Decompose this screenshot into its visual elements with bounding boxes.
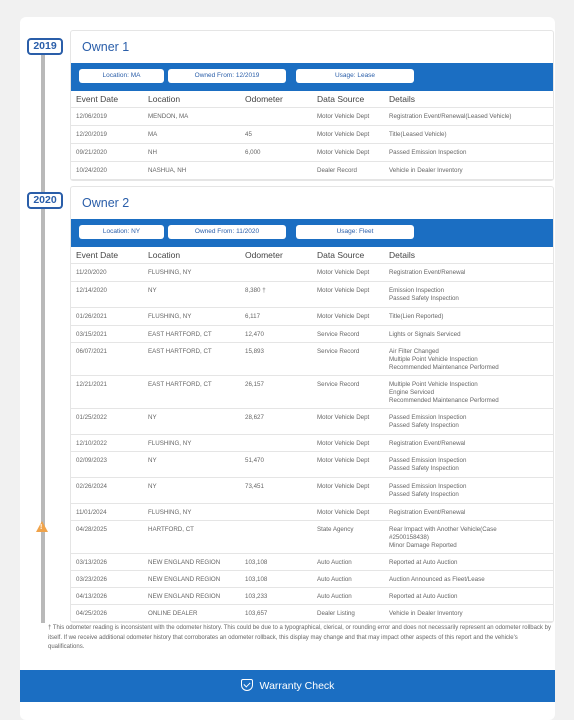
location-cell: FLUSHING, NY — [148, 313, 192, 320]
data-source-cell: Dealer Listing — [317, 610, 355, 617]
table-row — [71, 521, 553, 554]
table-row — [71, 264, 553, 282]
data-source-cell: Motor Vehicle Dept — [317, 131, 370, 138]
table-row — [71, 126, 553, 144]
event-date-cell: 12/14/2020 — [76, 287, 107, 294]
odometer-cell: 73,451 — [245, 483, 264, 490]
year-badge-2019: 2019 — [27, 38, 63, 55]
table-row — [71, 435, 553, 452]
odometer-cell: 12,470 — [245, 331, 264, 338]
table-row — [71, 308, 553, 326]
odometer-cell: 28,627 — [245, 414, 264, 421]
data-source-cell: Motor Vehicle Dept — [317, 414, 370, 421]
table-row — [71, 144, 553, 162]
owner-1-location: Location: MA — [79, 69, 164, 83]
event-date-cell: 12/21/2021 — [76, 381, 107, 388]
location-cell: NH — [148, 149, 157, 156]
event-date-cell: 03/13/2026 — [76, 559, 107, 566]
location-cell: EAST HARTFORD, CT — [148, 381, 212, 388]
col-odometer: Odometer — [245, 94, 283, 104]
location-cell: NY — [148, 457, 157, 464]
location-cell: NEW ENGLAND REGION — [148, 593, 221, 600]
event-date-cell: 04/28/2025 — [76, 526, 107, 533]
event-date-cell: 11/01/2024 — [76, 509, 107, 516]
odometer-cell: 8,380 † — [245, 287, 266, 294]
location-cell: FLUSHING, NY — [148, 440, 192, 447]
details-cell: Title(Lien Reported) — [389, 313, 444, 320]
table-row — [71, 588, 553, 605]
owner-1-rows — [71, 108, 553, 180]
owner-1-usage: Usage: Lease — [296, 69, 414, 83]
location-cell: NY — [148, 287, 157, 294]
odometer-cell: 6,000 — [245, 149, 261, 156]
details-cell: Multiple Point Vehicle Inspection Engine Serviced Recommended Maintenance Performed — [389, 381, 499, 404]
location-cell: ONLINE DEALER — [148, 610, 198, 617]
location-cell: EAST HARTFORD, CT — [148, 348, 212, 355]
event-date-cell: 11/20/2020 — [76, 269, 107, 276]
location-cell: FLUSHING, NY — [148, 509, 192, 516]
event-date-cell: 02/26/2024 — [76, 483, 107, 490]
details-cell: Passed Emission Inspection — [389, 149, 467, 156]
odometer-cell: 103,108 — [245, 576, 268, 583]
table-row — [71, 326, 553, 343]
location-cell: NEW ENGLAND REGION — [148, 559, 221, 566]
col-event-date: Event Date — [76, 250, 119, 260]
warranty-check-label: Warranty Check — [259, 680, 335, 692]
owner-2-usage: Usage: Fleet — [296, 225, 414, 239]
table-row — [71, 343, 553, 376]
event-date-cell: 01/25/2022 — [76, 414, 107, 421]
table-row — [71, 376, 553, 409]
data-source-cell: Auto Auction — [317, 593, 352, 600]
table-row — [71, 452, 553, 478]
table-row — [71, 605, 553, 622]
warranty-check-button[interactable] — [20, 670, 555, 702]
owner-2-location: Location: NY — [79, 225, 164, 239]
odometer-cell: 15,893 — [245, 348, 264, 355]
event-date-cell: 03/23/2026 — [76, 576, 107, 583]
col-location: Location — [148, 250, 181, 260]
odometer-cell: 6,117 — [245, 313, 261, 320]
data-source-cell: Motor Vehicle Dept — [317, 457, 370, 464]
data-source-cell: Motor Vehicle Dept — [317, 287, 370, 294]
details-cell: Registration Event/Renewal — [389, 440, 466, 447]
col-details: Details — [389, 94, 415, 104]
event-date-cell: 03/15/2021 — [76, 331, 107, 338]
odometer-cell: 51,470 — [245, 457, 264, 464]
owner-2-section — [70, 186, 554, 623]
event-date-cell: 12/06/2019 — [76, 113, 107, 120]
details-cell: Passed Emission Inspection Passed Safety Inspection — [389, 414, 467, 429]
event-date-cell: 06/07/2021 — [76, 348, 107, 355]
location-cell: MENDON, MA — [148, 113, 189, 120]
table-row — [71, 409, 553, 435]
timeline-line — [41, 52, 45, 623]
data-source-cell: Service Record — [317, 348, 360, 355]
data-source-cell: Motor Vehicle Dept — [317, 440, 370, 447]
owner-1-section — [70, 30, 554, 181]
data-source-cell: Dealer Record — [317, 167, 357, 174]
location-cell: HARTFORD, CT — [148, 526, 194, 533]
year-badge-2020: 2020 — [27, 192, 63, 209]
col-event-date: Event Date — [76, 94, 119, 104]
details-cell: Auction Announced as Fleet/Lease — [389, 576, 485, 583]
odometer-cell: 103,233 — [245, 593, 268, 600]
owner-2-owned-from: Owned From: 11/2020 — [168, 225, 286, 239]
odometer-footnote: † This odometer reading is inconsistent with the odometer history. This could be due to a typographical, clerical, or rounding error and does not necessarily represent an odometer rollback by itself. If we receive additional odometer history that corroborates an odometer rollback, this display may change and that may impact other aspects of this report and the vehicle's qualifications. — [48, 625, 551, 650]
table-row — [71, 504, 553, 521]
data-source-cell: State Agency — [317, 526, 354, 533]
data-source-cell: Motor Vehicle Dept — [317, 509, 370, 516]
details-cell: Passed Emission Inspection Passed Safety Inspection — [389, 483, 467, 498]
location-cell: NASHUA, NH — [148, 167, 187, 174]
data-source-cell: Motor Vehicle Dept — [317, 113, 370, 120]
table-row — [71, 554, 553, 571]
data-source-cell: Motor Vehicle Dept — [317, 149, 370, 156]
col-data-source: Data Source — [317, 250, 365, 260]
owner-1-title: Owner 1 — [82, 40, 130, 54]
location-cell: MA — [148, 131, 158, 138]
details-cell: Passed Emission Inspection Passed Safety Inspection — [389, 457, 467, 472]
table-row — [71, 282, 553, 308]
event-date-cell: 09/21/2020 — [76, 149, 107, 156]
owner-1-table-header — [71, 91, 553, 108]
event-date-cell: 02/09/2023 — [76, 457, 107, 464]
data-source-cell: Service Record — [317, 331, 360, 338]
details-cell: Air Filter Changed Multiple Point Vehicle Inspection Recommended Maintenance Performed — [389, 348, 499, 371]
data-source-cell: Auto Auction — [317, 576, 352, 583]
owner-1-owned-from: Owned From: 12/2019 — [168, 69, 286, 83]
details-cell: Lights or Signals Serviced — [389, 331, 461, 338]
table-row — [71, 571, 553, 588]
location-cell: FLUSHING, NY — [148, 269, 192, 276]
data-source-cell: Motor Vehicle Dept — [317, 269, 370, 276]
table-row — [71, 162, 553, 180]
data-source-cell: Service Record — [317, 381, 360, 388]
location-cell: NY — [148, 483, 157, 490]
shield-check-icon — [241, 679, 253, 691]
col-data-source: Data Source — [317, 94, 365, 104]
table-row — [71, 108, 553, 126]
event-date-cell: 04/25/2026 — [76, 610, 107, 617]
odometer-cell: 26,157 — [245, 381, 264, 388]
details-cell: Registration Event/Renewal — [389, 269, 466, 276]
details-cell: Reported at Auto Auction — [389, 593, 458, 600]
details-cell: Reported at Auto Auction — [389, 559, 458, 566]
owner-2-summary-bar — [71, 219, 553, 247]
details-cell: Registration Event/Renewal(Leased Vehicle) — [389, 113, 512, 120]
details-cell: Vehicle in Dealer Inventory — [389, 610, 463, 617]
owner-1-summary-bar — [71, 63, 553, 91]
location-cell: EAST HARTFORD, CT — [148, 331, 212, 338]
event-date-cell: 12/10/2022 — [76, 440, 107, 447]
col-details: Details — [389, 250, 415, 260]
data-source-cell: Motor Vehicle Dept — [317, 483, 370, 490]
table-row — [71, 478, 553, 504]
col-odometer: Odometer — [245, 250, 283, 260]
details-cell: Emission Inspection Passed Safety Inspection — [389, 287, 459, 302]
details-cell: Vehicle in Dealer Inventory — [389, 167, 463, 174]
odometer-cell: 103,108 — [245, 559, 268, 566]
details-cell: Title(Leased Vehicle) — [389, 131, 447, 138]
odometer-cell: 45 — [245, 131, 252, 138]
warning-icon: ! — [36, 521, 48, 532]
details-cell: Registration Event/Renewal — [389, 509, 466, 516]
event-date-cell: 01/26/2021 — [76, 313, 107, 320]
col-location: Location — [148, 94, 181, 104]
details-cell: Rear Impact with Another Vehicle(Case #2500158438) Minor Damage Reported — [389, 526, 497, 549]
data-source-cell: Motor Vehicle Dept — [317, 313, 370, 320]
location-cell: NEW ENGLAND REGION — [148, 576, 221, 583]
owner-2-table-header — [71, 247, 553, 264]
odometer-cell: 103,657 — [245, 610, 268, 617]
event-date-cell: 10/24/2020 — [76, 167, 107, 174]
owner-2-rows — [71, 264, 553, 622]
event-date-cell: 12/20/2019 — [76, 131, 107, 138]
event-date-cell: 04/13/2026 — [76, 593, 107, 600]
owner-2-title: Owner 2 — [82, 196, 130, 210]
data-source-cell: Auto Auction — [317, 559, 352, 566]
location-cell: NY — [148, 414, 157, 421]
